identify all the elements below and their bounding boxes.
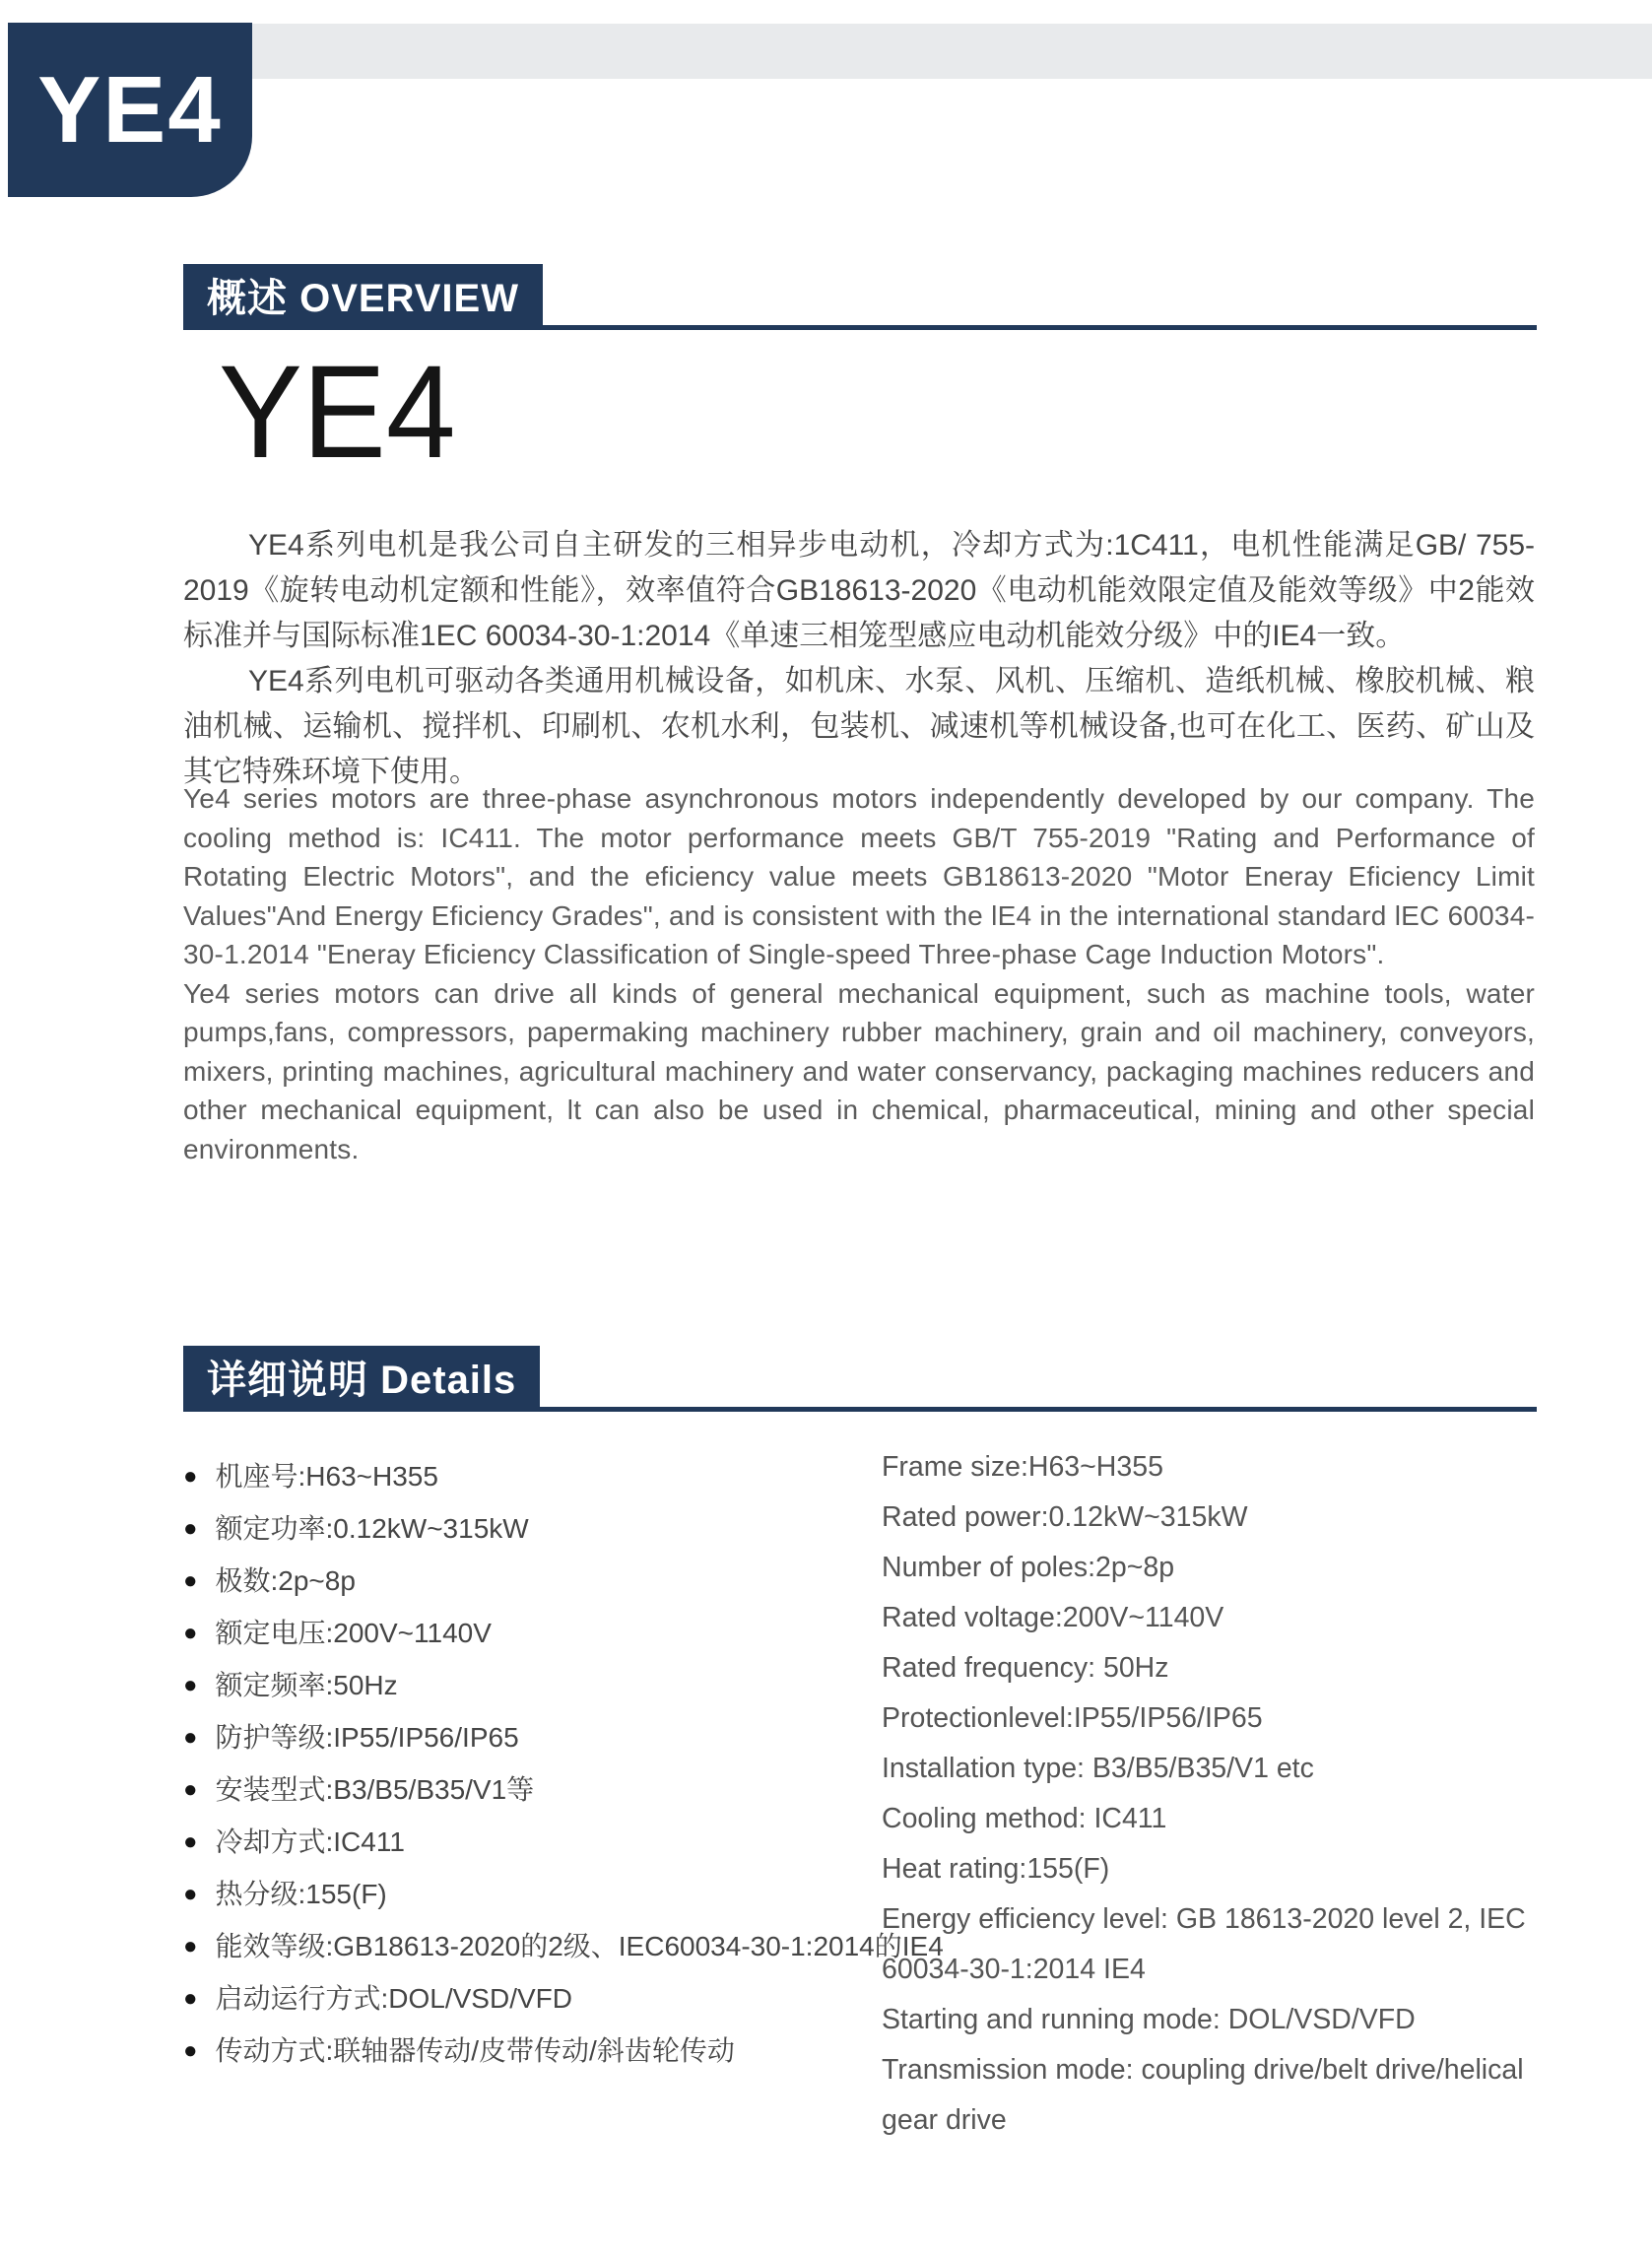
- overview-chinese-paragraph: YE4系列电机可驱动各类通用机械设备，如机床、水泵、风机、压缩机、造纸机械、橡胶机械、粮油机械、运输机、搅拌机、印刷机、农机水利，包装机、减速机等机械设备,也可在化工、医药、矿山及其它特殊环境下使用。: [183, 665, 1535, 788]
- brand-badge: [8, 23, 252, 197]
- spec-item-cn-text: 热分级:155(F): [215, 1879, 387, 1909]
- spec-item-cn-text: 额定频率:50Hz: [215, 1670, 398, 1700]
- spec-item-cn: [183, 2025, 873, 2077]
- bullet-icon: ●: [183, 1620, 198, 1646]
- overview-chinese-paragraph: YE4系列电机是我公司自主研发的三相异步电动机，冷却方式为:1C411，电机性能满足GB/ 755-2019《旋转电动机定额和性能》，效率值符合GB18613-2020《电动机能效限定值及能效等级》中2能效标准并与国际标准1EC 60034-30-1:2014《单速三相笼型感应电动机能效分级》中的IE4一致。: [183, 529, 1535, 652]
- bullet-icon: ●: [183, 1776, 198, 1803]
- details-section-divider: [183, 1407, 1537, 1412]
- spec-item-cn-text: 传动方式:联轴器传动/皮带传动/斜齿轮传动: [215, 2035, 735, 2066]
- overview-english-paragraph: Ye4 series motors can drive all kinds of general mechanical equipment, such as machine tools, water pumps,fans, compressors, papermaking machinery rubber machinery, grain and oil machinery, conveyors, mixers, printing machines, agricultural machinery and water conservancy, packaging machines reducers and other mechanical equipment, lt can also be used in chemical, pharmaceutical, mining and other special environments.: [183, 977, 1535, 1164]
- spec-item-cn: [183, 1972, 873, 2025]
- spec-item-cn: [183, 1711, 873, 1763]
- bullet-icon: ●: [183, 1567, 198, 1594]
- bullet-icon: ●: [183, 1672, 198, 1698]
- page-title: YE4: [219, 339, 456, 486]
- spec-item-cn-text: 额定电压:200V~1140V: [215, 1618, 492, 1648]
- spec-item-en: Starting and running mode: DOL/VSD/VFD: [882, 2004, 1416, 2035]
- bullet-icon: ●: [183, 2037, 198, 2064]
- spec-item-cn: [183, 1450, 873, 1502]
- spec-item-en: Rated frequency: 50Hz: [882, 1652, 1169, 1684]
- spec-item-cn-text: 能效等级:GB18613-2020的2级、IEC60034-30-1:2014的IE4: [215, 1931, 944, 1961]
- spec-item-en: Rated power:0.12kW~315kW: [882, 1501, 1248, 1533]
- spec-item-en: Transmission mode: coupling drive/belt drive/helical gear drive: [882, 2054, 1524, 2136]
- overview-english-text: [183, 779, 1535, 1168]
- overview-section-title: 概述 OVERVIEW: [207, 276, 519, 320]
- spec-item-cn-text: 冷却方式:IC411: [215, 1826, 405, 1857]
- spec-item-en: Protectionlevel:IP55/IP56/IP65: [882, 1702, 1263, 1734]
- spec-item-en: Heat rating:155(F): [882, 1853, 1110, 1885]
- spec-item-cn-text: 机座号:H63~H355: [215, 1461, 438, 1492]
- spec-item-cn: [183, 1607, 873, 1659]
- spec-item-en: Number of poles:2p~8p: [882, 1552, 1175, 1583]
- spec-item-cn: [183, 1659, 873, 1711]
- spec-list-chinese: [183, 1450, 944, 2077]
- spec-item-cn: [183, 1555, 873, 1607]
- header-stripe: [252, 24, 1652, 79]
- spec-item-cn-text: 启动运行方式:DOL/VSD/VFD: [215, 1983, 572, 2014]
- spec-item-en: Energy efficiency level: GB 18613-2020 level 2, IEC 60034-30-1:2014 IE4: [882, 1903, 1526, 1985]
- bullet-icon: ●: [183, 1933, 198, 1959]
- spec-item-cn-text: 极数:2p~8p: [215, 1565, 356, 1596]
- bullet-icon: ●: [183, 1881, 198, 1907]
- overview-english-paragraph: Ye4 series motors are three-phase asynchronous motors independently developed by our company. The cooling method is: IC411. The motor performance meets GB/T 755-2019 "Rating and Performance of Rotating Electric Motors", and the eficiency value meets GB18613-2020 "Motor Eneray Eficiency Limit Values"And Energy Eficiency Grades", and is consistent with the lE4 in the international standard lEC 60034-30-1.2014 "Eneray Eficiency Classification of Single-speed Three-phase Cage Induction Motors".: [183, 783, 1535, 969]
- spec-item-en: Rated voltage:200V~1140V: [882, 1602, 1224, 1633]
- spec-item-en: Installation type: B3/B5/B35/V1 etc: [882, 1753, 1314, 1784]
- bullet-icon: ●: [183, 1985, 198, 2012]
- spec-item-en: Cooling method: IC411: [882, 1803, 1167, 1834]
- overview-section-divider: [183, 325, 1537, 330]
- spec-item-cn-text: 安装型式:B3/B5/B35/V1等: [215, 1774, 535, 1805]
- bullet-icon: ●: [183, 1724, 198, 1751]
- spec-list-english: [882, 1442, 1534, 2146]
- spec-item-cn-text: 额定功率:0.12kW~315kW: [215, 1513, 529, 1544]
- details-section-header: [183, 1346, 540, 1407]
- spec-item-cn: [183, 1920, 944, 1972]
- spec-item-cn: [183, 1502, 873, 1555]
- spec-item-cn: [183, 1868, 873, 1920]
- overview-chinese-text: [183, 523, 1535, 795]
- bullet-icon: ●: [183, 1463, 198, 1490]
- spec-item-cn: [183, 1763, 873, 1816]
- spec-item-cn: [183, 1816, 873, 1868]
- overview-section-header: [183, 264, 543, 325]
- spec-item-cn-text: 防护等级:IP55/IP56/IP65: [215, 1722, 519, 1753]
- spec-item-en: Frame size:H63~H355: [882, 1451, 1163, 1483]
- brand-badge-label: YE4: [37, 56, 223, 163]
- details-section-title: 详细说明 Details: [207, 1358, 517, 1402]
- bullet-icon: ●: [183, 1828, 198, 1855]
- bullet-icon: ●: [183, 1515, 198, 1542]
